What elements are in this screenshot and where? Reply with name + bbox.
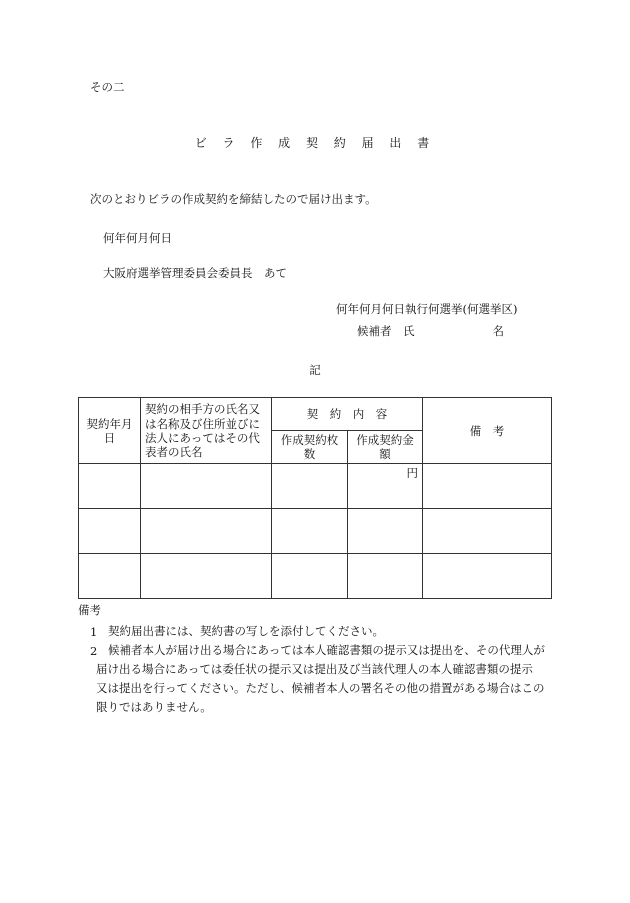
header-amount: 作成契約金額 [348,431,423,464]
header-contract-content: 契 約 内 容 [272,398,423,431]
table-row [79,554,552,599]
cell-date [79,464,141,509]
cell-sheet-count [272,554,348,599]
candidate-label: 候補者 氏 [357,324,415,338]
cell-sheet-count [272,509,348,554]
election-line: 何年何月何日執行何選挙(何選挙区) [336,302,518,316]
header-remarks: 備 考 [423,398,552,464]
section-label: その二 [90,80,125,94]
cell-amount [348,464,423,509]
header-contract-date: 契約年月日 [79,398,141,464]
candidate-line [357,325,504,339]
addressee: 大阪府選挙管理委員会委員長 あて [103,266,287,280]
header-sheet-count: 作成契約枚数 [272,431,348,464]
submission-date: 何年何月何日 [103,231,172,245]
contract-table [78,397,552,599]
header-counterparty: 契約の相手方の氏名又は名称及び住所並びに法人にあってはその代表者の氏名 [141,398,272,464]
table-row [79,464,552,509]
cell-date [79,554,141,599]
cell-counterparty [141,509,272,554]
note-line: 又は提出を行ってください。ただし、候補者本人の署名その他の措置がある場合はこの [96,681,545,695]
cell-amount [348,554,423,599]
intro-text: 次のとおりビラの作成契約を締結したので届け出ます。 [90,192,377,206]
cell-date [79,509,141,554]
cell-counterparty [141,554,272,599]
notes-heading: 備考 [78,603,101,617]
cell-counterparty [141,464,272,509]
cell-remarks [423,464,552,509]
cell-remarks [423,554,552,599]
note-line: 限りではありません。 [96,700,212,714]
note-line: 届け出る場合にあっては委任状の提示又は提出及び当該代理人の本人確認書類の提示 [96,662,533,676]
cell-amount [348,509,423,554]
ki-mark: 記 [309,363,321,377]
name-label: 名 [492,324,504,338]
document-title: ビ ラ 作 成 契 約 届 出 書 [194,136,436,150]
yen-unit: 円 [406,466,418,481]
note-line: 契約届出書には、契約書の写しを添付してください。 [108,624,384,638]
table-header-row [79,398,552,431]
cell-sheet-count [272,464,348,509]
table-row [79,509,552,554]
note-number: 1 [90,625,98,639]
note-number: 2 [90,644,98,658]
cell-remarks [423,509,552,554]
note-line: 候補者本人が届け出る場合にあっては本人確認書類の提示又は提出を、その代理人が [108,643,545,657]
